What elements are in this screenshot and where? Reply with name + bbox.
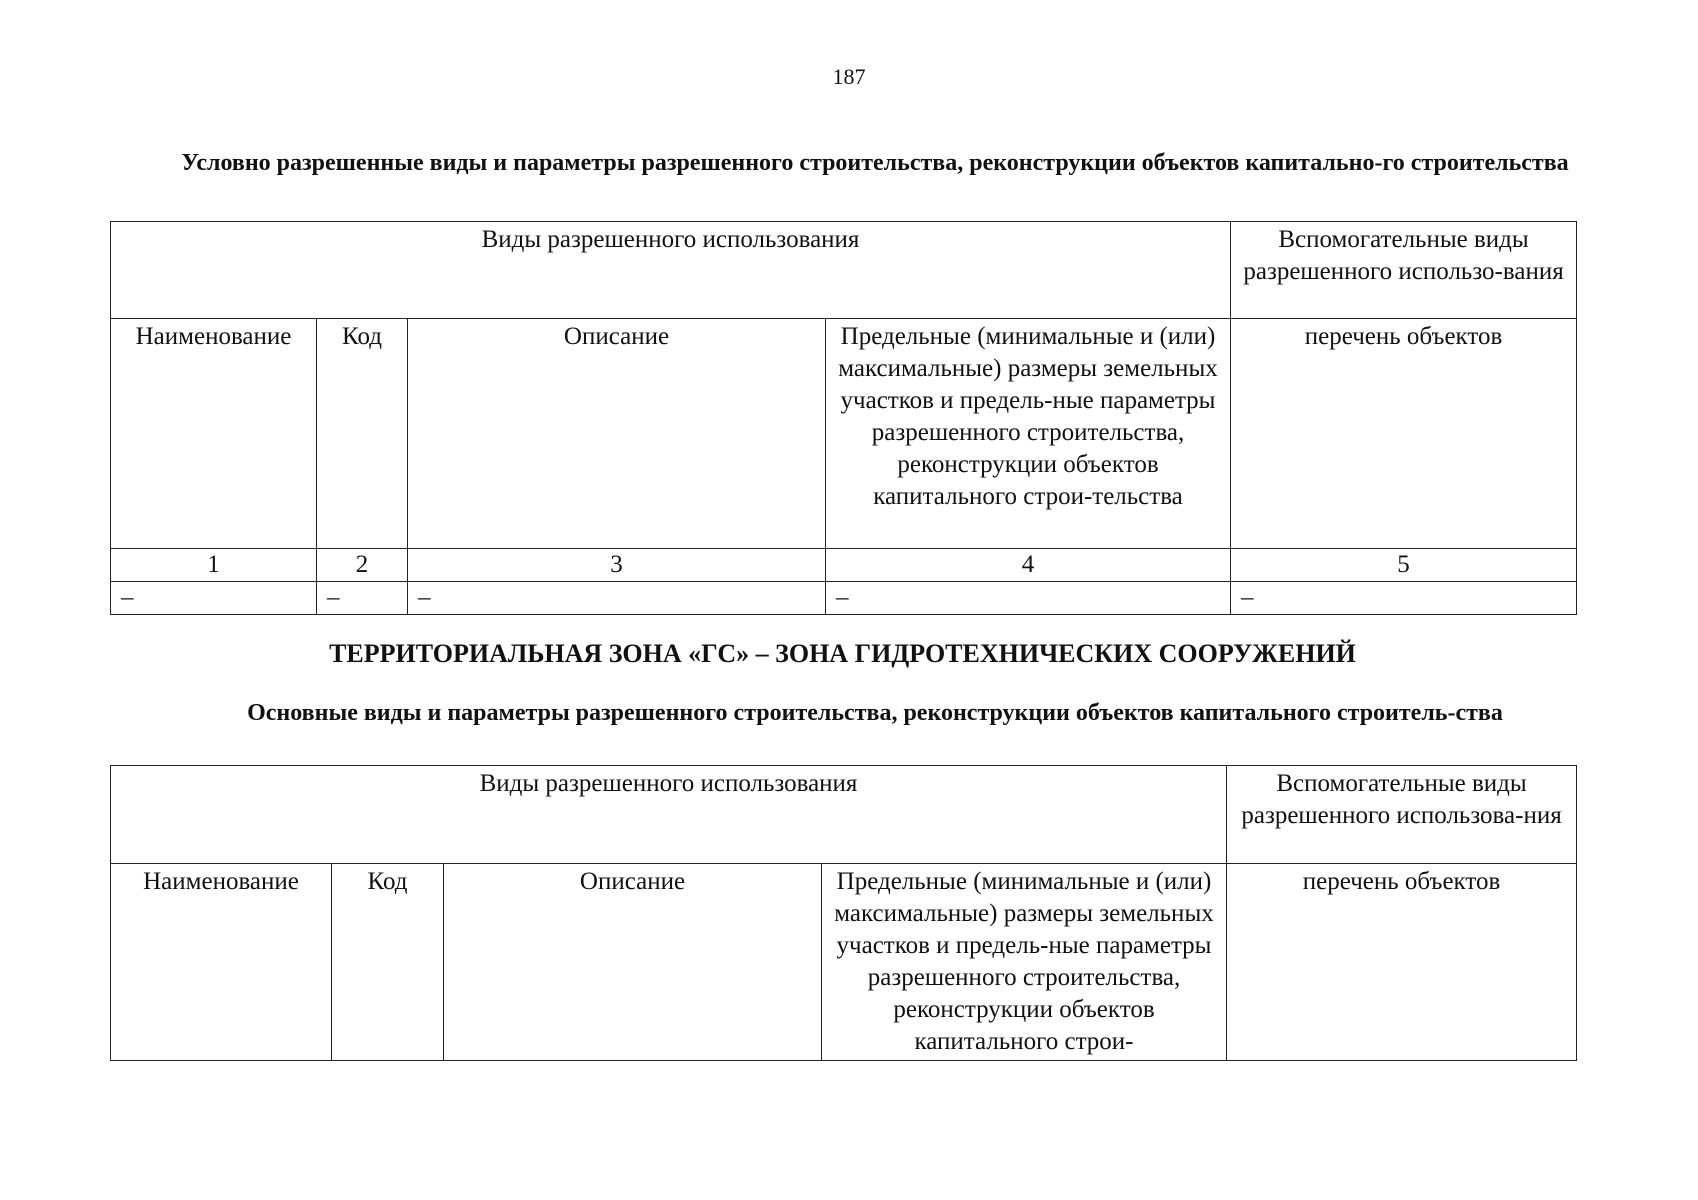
col-header-name: Наименование (111, 319, 317, 549)
col-number: 2 (317, 549, 408, 582)
col-header-parameters: Предельные (минимальные и (или) максимальные) размеры земельных участков и предель-ные параметры разрешенного строительства, реконструкции объектов капитального строи-тельства (826, 319, 1231, 549)
col-header-parameters: Предельные (минимальные и (или) максимальные) размеры земельных участков и предель-ные параметры разрешенного строительства, реконструкции объектов капитального строи- (822, 864, 1227, 1061)
table-cell: – (111, 582, 317, 615)
table-cell: – (317, 582, 408, 615)
col-number: 4 (826, 549, 1231, 582)
col-header-objects: перечень объектов (1231, 319, 1577, 549)
section2-heading: Основные виды и параметры разрешенного строительства, реконструкции объектов капитального строитель-ства (247, 700, 1503, 726)
aux-header: Вспомогательные виды разрешенного использо-вания (1231, 222, 1577, 319)
col-header-description: Описание (444, 864, 822, 1061)
col-number: 3 (408, 549, 826, 582)
group-header: Виды разрешенного использования (111, 766, 1227, 864)
conditional-uses-table (110, 221, 1577, 615)
col-header-objects: перечень объектов (1227, 864, 1577, 1061)
table-cell: – (1231, 582, 1577, 615)
group-header: Виды разрешенного использования (111, 222, 1231, 319)
col-header-code: Код (317, 319, 408, 549)
table-cell: – (408, 582, 826, 615)
aux-header: Вспомогательные виды разрешенного использова-ния (1227, 766, 1577, 864)
zone-title: ТЕРРИТОРИАЛЬНАЯ ЗОНА «ГС» – ЗОНА ГИДРОТЕХНИЧЕСКИХ СООРУЖЕНИЙ (329, 639, 1356, 668)
col-number: 5 (1231, 549, 1577, 582)
main-uses-table (110, 765, 1577, 1061)
col-header-name: Наименование (111, 864, 332, 1061)
section1-heading: Условно разрешенные виды и параметры разрешенного строительства, реконструкции объектов капитально-го строительства (181, 150, 1569, 176)
table-row (111, 582, 1577, 615)
col-number: 1 (111, 549, 317, 582)
table-cell: – (826, 582, 1231, 615)
page-number: 187 (832, 64, 866, 89)
col-header-description: Описание (408, 319, 826, 549)
col-header-code: Код (332, 864, 444, 1061)
column-numbers-row (111, 549, 1577, 582)
